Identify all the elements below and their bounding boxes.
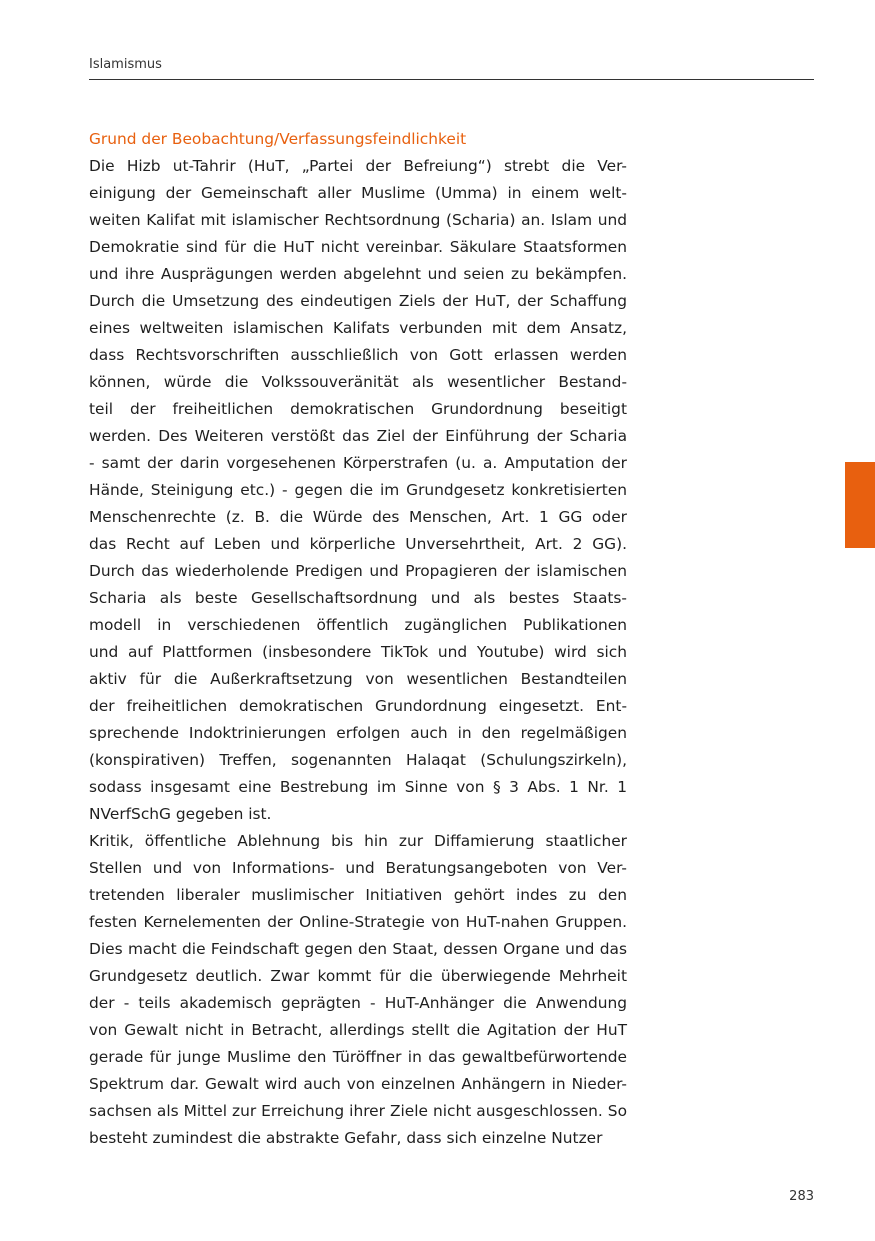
text-line: festen Kernelementen der Online-Strategie von HuT-nahen Gruppen. — [89, 913, 627, 931]
text-line: besteht zumindest die abstrakte Gefahr, dass sich einzelne Nutzer — [89, 1129, 603, 1147]
text-line: sodass insgesamt eine Bestrebung im Sinne von § 3 Abs. 1 Nr. 1 — [89, 778, 627, 796]
text-line: teil der freiheitlichen demokratischen Grundordnung beseitigt — [89, 400, 627, 418]
text-line: und ihre Ausprägungen werden abgelehnt und seien zu bekämpfen. — [89, 265, 627, 283]
body-paragraph-1 — [89, 153, 627, 828]
text-line: aktiv für die Außerkraftsetzung von wesentlichen Bestandteilen — [89, 670, 627, 688]
text-line: können, würde die Volkssouveränität als wesentlicher Bestand- — [89, 373, 627, 391]
text-line: gerade für junge Muslime den Türöffner in das gewaltbefürwortende — [89, 1048, 627, 1066]
text-line: (konspirativen) Treffen, sogenannten Halaqat (Schulungszirkeln), — [89, 751, 627, 769]
text-line: Demokratie sind für die HuT nicht vereinbar. Säkulare Staatsformen — [89, 238, 627, 256]
text-line: dass Rechtsvorschriften ausschließlich von Gott erlassen werden — [89, 346, 627, 364]
text-line: Grundgesetz deutlich. Zwar kommt für die überwiegende Mehrheit — [89, 967, 627, 985]
section-heading: Grund der Beobachtung/Verfassungsfeindlichkeit — [89, 130, 467, 148]
text-line: Spektrum dar. Gewalt wird auch von einzelnen Anhängern in Nieder- — [89, 1075, 627, 1093]
text-line: eines weltweiten islamischen Kalifats verbunden mit dem Ansatz, — [89, 319, 627, 337]
text-line: Stellen und von Informations- und Beratungsangeboten von Ver- — [89, 859, 627, 877]
text-line: NVerfSchG gegeben ist. — [89, 805, 272, 823]
body-paragraph-2 — [89, 828, 627, 1152]
page-number: 283 — [789, 1189, 814, 1204]
text-line: tretenden liberaler muslimischer Initiativen gehört indes zu den — [89, 886, 627, 904]
text-line: Kritik, öffentliche Ablehnung bis hin zur Diffamierung staatlicher — [89, 832, 627, 850]
text-line: einigung der Gemeinschaft aller Muslime (Umma) in einem welt- — [89, 184, 627, 202]
text-line: Durch das wiederholende Predigen und Propagieren der islamischen — [89, 562, 627, 580]
text-line: Scharia als beste Gesellschaftsordnung und als bestes Staats- — [89, 589, 627, 607]
text-line: das Recht auf Leben und körperliche Unversehrtheit, Art. 2 GG). — [89, 535, 627, 553]
header-divider — [89, 79, 814, 80]
text-line: modell in verschiedenen öffentlich zugänglichen Publikationen — [89, 616, 627, 634]
text-line: sprechende Indoktrinierungen erfolgen auch in den regelmäßigen — [89, 724, 627, 742]
text-line: von Gewalt nicht in Betracht, allerdings stellt die Agitation der HuT — [89, 1021, 627, 1039]
text-line: Hände, Steinigung etc.) - gegen die im Grundgesetz konkretisierten — [89, 481, 627, 499]
text-line: und auf Plattformen (insbesondere TikTok und Youtube) wird sich — [89, 643, 627, 661]
text-line: Menschenrechte (z. B. die Würde des Menschen, Art. 1 GG oder — [89, 508, 627, 526]
chapter-tab-marker — [845, 462, 875, 548]
text-line: der freiheitlichen demokratischen Grundordnung eingesetzt. Ent- — [89, 697, 627, 715]
text-line: der - teils akademisch geprägten - HuT-Anhänger die Anwendung — [89, 994, 627, 1012]
main-content — [89, 126, 627, 1152]
text-line: weiten Kalifat mit islamischer Rechtsordnung (Scharia) an. Islam und — [89, 211, 627, 229]
text-line: sachsen als Mittel zur Erreichung ihrer Ziele nicht ausgeschlossen. So — [89, 1102, 627, 1120]
text-line: Die Hizb ut-Tahrir (HuT, „Partei der Befreiung“) strebt die Ver- — [89, 157, 627, 175]
text-line: - samt der darin vorgesehenen Körperstrafen (u. a. Amputation der — [89, 454, 627, 472]
running-header-title: Islamismus — [89, 57, 162, 72]
text-line: Durch die Umsetzung des eindeutigen Ziels der HuT, der Schaffung — [89, 292, 627, 310]
text-line: werden. Des Weiteren verstößt das Ziel der Einführung der Scharia — [89, 427, 627, 445]
text-line: Dies macht die Feindschaft gegen den Staat, dessen Organe und das — [89, 940, 627, 958]
